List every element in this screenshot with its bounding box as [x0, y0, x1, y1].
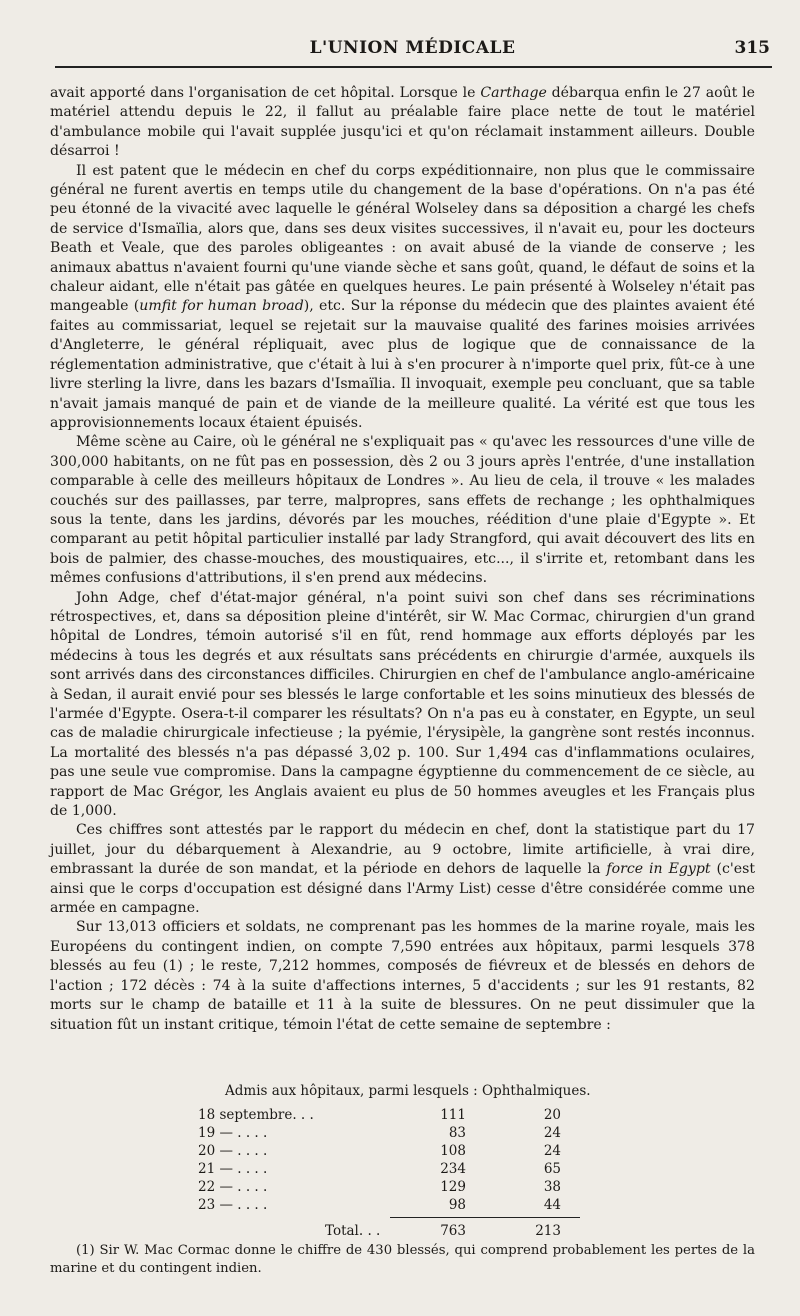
- table-header: Admis aux hôpitaux, parmi lesquels : Ophthalmiques.: [225, 1083, 591, 1099]
- text-run: avait apporté dans l'organisation de cet hôpital. Lorsque le: [50, 85, 481, 101]
- row-admis: 83: [448, 1125, 466, 1141]
- text-run: John Adge, chef d'état-major général, n'a point suivi son chef dans ses récriminations rétrospectives, et, dans sa déposition pleine d'intérêt, sir W. Mac Cormac, chirurgien d'un grand hôpital de Londres, témoin autorisé s'il en fût, rend hommage aux efforts déployés par les médecins à tous les degrés et aux résultats sans précédents en chirurgie d'armée, auxquels ils sont arrivés dans des circonstances difficiles. Chirurgien en chef de l'ambulance anglo-américaine à Sedan, il aurait envié pour ses blessés le large confortable et les soins minutieux des blessés de l'armée d'Egypte. Osera-t-il comparer les résultats? On n'a pas eu à constater, en Egypte, un seul cas de maladie chirurgicale infectieuse ; la pyémie, l'érysipèle, la gangrène sont restés inconnus. La mortalité des blessés n'a pas dépassé 3,02 p. 100. Sur 1,494 cas d'inflammations oculaires, pas une seule vue compromise. Dans la campagne égyptienne du commencement de ce siècle, au rapport de Mac Grégor, les Anglais avaient eu plus de 50 hommes aveugles et les Français plus de 1,000.: [50, 589, 755, 820]
- text-run: débarqua enfin le 27 août le matériel attendu depuis le 22, il fallut au préalable faire place nette de tout le matériel d'ambulance mobile qui l'avait supplée jusqu'ici et qu'on réclamait instamment ailleurs. Double désarroi !: [50, 85, 756, 160]
- table-row: [195, 1143, 625, 1161]
- total-label: Total. . .: [325, 1223, 381, 1239]
- row-ophthalmiques: 65: [543, 1161, 561, 1177]
- row-admis: 234: [440, 1161, 466, 1177]
- paragraph: [50, 918, 755, 1034]
- row-admis: 108: [440, 1143, 466, 1159]
- table-row: [195, 1161, 625, 1179]
- row-date: 18 septembre. . .: [198, 1107, 314, 1123]
- table-row: [195, 1125, 625, 1143]
- text-run: Il est patent que le médecin en chef du corps expéditionnaire, non plus que le commissaire général ne furent avertis en temps utile du changement de la base d'opérations. On n'a pas été peu étonné de la vivacité avec laquelle le général Wolseley dans sa déposition a chargé les chefs de service d'Ismaïlia, alors que, dans ses deux visites successives, il n'avait eu, pour les docteurs Beath et Veale, que des paroles obligeantes : on avait abusé de la viande de conserve ; les animaux abattus n'avaient fourni qu'une viande sèche et sans goût, quand, le défaut de soins et la chaleur aidant, elle n'était pas gâtée en quelques heures. Le pain présenté à Wolseley n'était pas mangeable (: [50, 162, 755, 315]
- text-run: (c'est ainsi que le corps d'occupation est désigné dans l'Army List) cesse d'être considérée comme une armée en campagne.: [50, 861, 755, 917]
- total-ophthalmiques: 213: [535, 1223, 561, 1239]
- text-run: Sur 13,013 officiers et soldats, ne comprenant pas les hommes de la marine royale, mais les Européens du contingent indien, on compte 7,590 entrées aux hôpitaux, parmi lesquels 378 blessés au feu (1) ; le reste, 7,212 hommes, composés de fiévreux et de blessés en dehors de l'action ; 172 décès : 74 à la suite d'affections internes, 5 d'accidents ; sur les 91 restants, 82 morts sur le champ de bataille et 11 à la suite de blessures. On ne peut dissimuler que la situation fût un instant critique, témoin l'état de cette semaine de septembre :: [50, 919, 755, 1033]
- row-ophthalmiques: 20: [543, 1107, 561, 1123]
- row-ophthalmiques: 24: [543, 1143, 561, 1159]
- italic-text: Carthage: [480, 85, 547, 101]
- journal-title: L'UNION MÉDICALE: [309, 38, 516, 58]
- row-date: 19 — . . . .: [198, 1125, 268, 1141]
- table-row: [195, 1107, 625, 1125]
- row-ophthalmiques: 44: [543, 1197, 561, 1213]
- row-admis: 111: [440, 1107, 466, 1123]
- row-admis: 129: [440, 1179, 466, 1195]
- paragraph: [50, 433, 755, 588]
- table-row: [195, 1179, 625, 1197]
- row-date: 22 — . . . .: [198, 1179, 268, 1195]
- italic-text: force in Egypt: [606, 861, 711, 878]
- text-run: Même scène au Caire, où le général ne s'expliquait pas « qu'avec les ressources d'une ville de 300,000 habitants, on ne fût pas en possession, dès 2 ou 3 jours après l'entrée, d'une installation comparable à celle des meilleurs hôpitaux de Londres ». Au lieu de cela, il trouve « les malades couchés sur des paillasses, par terre, malpropres, sans effets de rechange ; les ophthalmiques sous la tente, dans les jardins, dévorés par les mouches, réédition d'une plaie d'Egypte ». Et comparant au petit hôpital particulier installé par lady Strangford, qui avait découvert des lits en bois de palmier, des chasse-mouches, des moustiquaires, etc..., il s'irrite et, retombant dans les mêmes confusions d'attributions, il s'en prend aux médecins.: [50, 434, 755, 587]
- row-date: 21 — . . . .: [198, 1161, 268, 1177]
- total-rule: [390, 1217, 580, 1218]
- paragraph: [50, 589, 755, 822]
- row-date: 20 — . . . .: [198, 1143, 268, 1159]
- row-ophthalmiques: 38: [543, 1179, 561, 1195]
- page-number: 315: [734, 38, 770, 58]
- paragraph: [50, 162, 755, 434]
- paragraph: [50, 821, 755, 918]
- italic-text: umfit for human broad: [139, 298, 304, 315]
- table-row: [195, 1197, 625, 1215]
- text-run: ), etc. Sur la réponse du médecin que des plaintes avaient été faites au commissariat, lequel se rejetait sur la mauvaise qualité des farines moisies arrivées d'Angleterre, le général répliquait, avec plus de logique que de connaissance de la réglementation administrative, que c'était à lui à s'en procurer à n'importe quel prix, fût-ce à une livre sterling la livre, dans les bazars d'Ismaïlia. Il invoquait, exemple peu concluant, que sa table n'avait jamais manqué de pain et de viande de la meilleure qualité. La vérité est que tous les approvisionnements locaux étaient épuisés.: [50, 298, 755, 431]
- total-admis: 763: [440, 1223, 466, 1239]
- running-header: [55, 34, 770, 62]
- paragraph: [50, 84, 755, 162]
- header-rule: [55, 66, 772, 68]
- row-date: 23 — . . . .: [198, 1197, 268, 1213]
- row-ophthalmiques: 24: [543, 1125, 561, 1141]
- text-run: Ces chiffres sont attestés par le rapport du médecin en chef, dont la statistique part du 17 juillet, jour du débarquement à Alexandrie, au 9 octobre, limite artificielle, à vrai dire, embrassant la durée de son mandat, et la période en dehors de laquelle la: [50, 822, 755, 878]
- row-admis: 98: [448, 1197, 466, 1213]
- footnote: (1) Sir W. Mac Cormac donne le chiffre de 430 blessés, qui comprend probablement les pertes de la marine et du contingent indien.: [50, 1243, 755, 1276]
- body-text: [50, 84, 755, 1035]
